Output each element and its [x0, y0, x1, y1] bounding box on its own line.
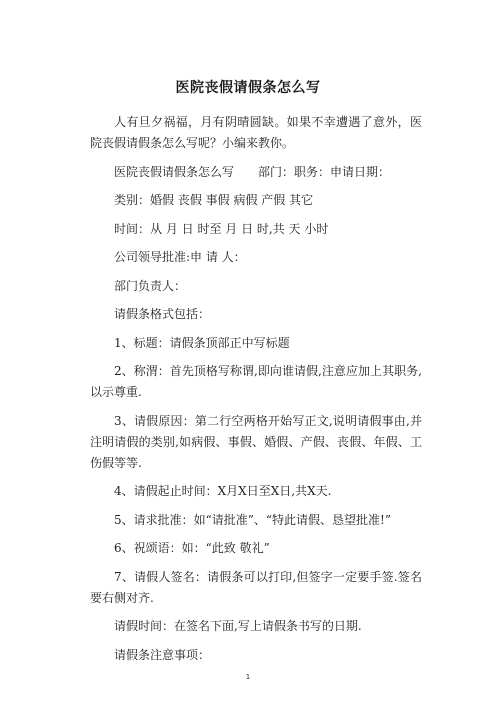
page-number: 1 [245, 673, 251, 681]
paragraph-notes-heading: 请假条注意事项： [114, 647, 211, 662]
paragraph-leave-time: 时间：从 月 日 时至 月 日 时,共 天 小时 [114, 221, 329, 236]
paragraph-format-title: 1、标题：请假条顶部正中写标题 [114, 335, 290, 350]
paragraph-approval: 公司领导批准:申 请 人： [114, 250, 246, 264]
paragraph-intro: 人有旦夕祸福，月有阴晴圆缺。如果不幸遭遇了意外，医院丧假请假条怎么写呢？小编来教你。 [90, 115, 422, 150]
paragraph-format-period: 4、请假起止时间：X月X日至X日,共X天. [114, 484, 332, 498]
paragraph-format-heading: 请假条格式包括： [114, 307, 211, 321]
paragraph-department-head: 部门负责人： [114, 278, 187, 293]
paragraph-format-date: 请假时间：在签名下面,写上请假条书写的日期. [114, 619, 362, 633]
paragraph-format-signature: 7、请假人签名：请假条可以打印,但签字一定要手签.签名要右侧对齐. [90, 569, 422, 605]
document-body [90, 112, 422, 673]
paragraph-format-request: 5、请求批准：如“请批准”、“特此请假、恳望批准!” [114, 512, 391, 527]
paragraph-format-reason: 3、请假原因：第二行空两格开始写正文,说明请假事由,并注明请假的类别,如病假、事假、婚假、产假、丧假、年假、工伤假等等. [90, 413, 422, 470]
paragraph-leave-category: 类别：婚假 丧假 事假 病假 产假 其它 [114, 193, 314, 207]
paragraph-form-header: 医院丧假请假条怎么写 部门：职务：申请日期： [114, 164, 391, 179]
paragraph-format-closing: 6、祝颂语：如：“此致 敬礼” [114, 541, 270, 555]
page-title: 医院丧假请假条怎么写 [175, 80, 321, 96]
paragraph-format-salutation: 2、称渭：首先顶格写称谓,即向谁请假,注意应加上其职务,以示尊重. [90, 364, 422, 399]
